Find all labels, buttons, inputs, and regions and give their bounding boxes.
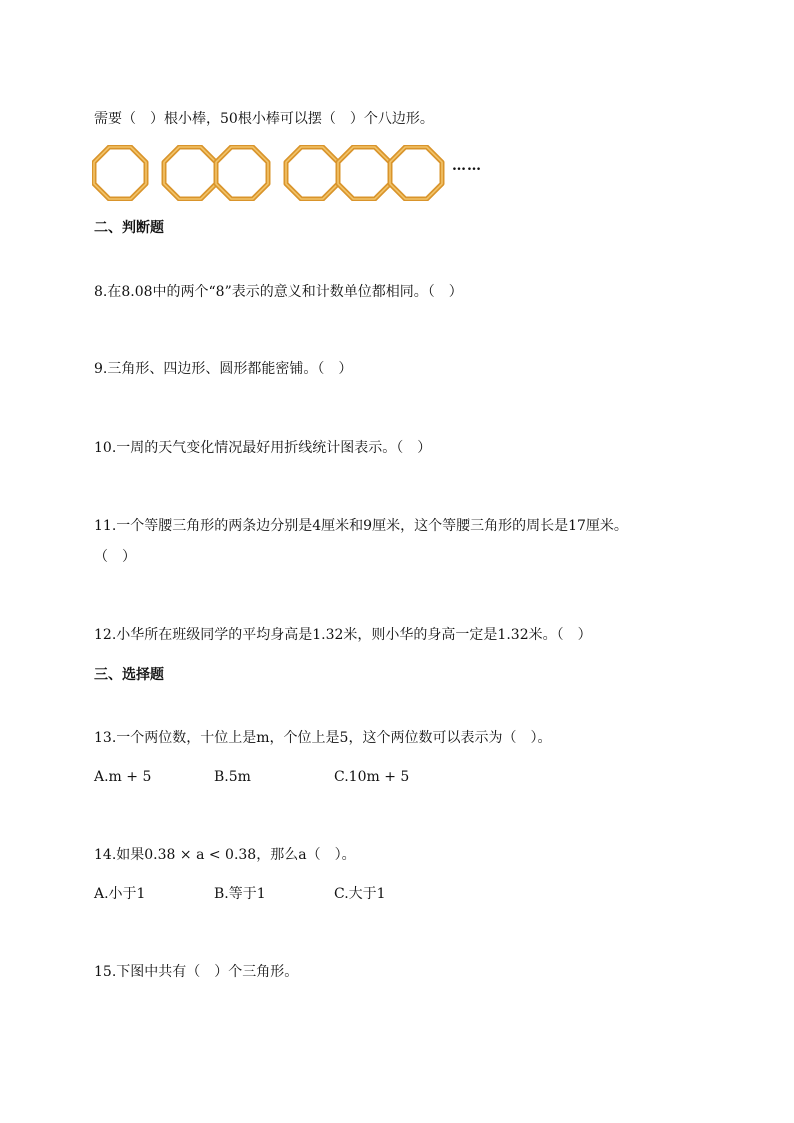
octagon-highlight-1 — [94, 147, 146, 199]
question-15: 15.下图中共有（ ）个三角形。 — [94, 964, 299, 980]
section-heading-choice: 三、选择题 — [94, 667, 164, 683]
octagon-highlight-6 — [390, 147, 442, 199]
octagon-stick-figures — [92, 145, 502, 201]
section-heading-judgement: 二、判断题 — [94, 220, 164, 236]
question-8: 8.在8.08中的两个“8”表示的意义和计数单位都相同。（ ） — [94, 284, 463, 300]
octagon-highlight-3 — [216, 147, 268, 199]
question-10: 10.一周的天气变化情况最好用折线统计图表示。（ ） — [94, 440, 432, 456]
q14-option-b[interactable]: B.等于1 — [214, 886, 266, 902]
question-11-bracket: （ ） — [94, 549, 136, 565]
question-13: 13.一个两位数，十位上是m，个位上是5，这个两位数可以表示为（ ）。 — [94, 730, 552, 746]
question-14: 14.如果0.38 × a < 0.38，那么a（ ）。 — [94, 847, 356, 863]
ellipsis: …… — [452, 158, 482, 174]
octagon-highlight-2 — [164, 147, 216, 199]
question-9: 9.三角形、四边形、圆形都能密铺。（ ） — [94, 361, 353, 377]
question-11: 11.一个等腰三角形的两条边分别是4厘米和9厘米，这个等腰三角形的周长是17厘米。 — [94, 518, 628, 534]
q14-option-a[interactable]: A.小于1 — [94, 886, 146, 902]
question-12: 12.小华所在班级同学的平均身高是1.32米，则小华的身高一定是1.32米。（ ） — [94, 627, 592, 643]
q14-option-c[interactable]: C.大于1 — [334, 886, 386, 902]
q13-option-a[interactable]: A.m + 5 — [94, 769, 152, 785]
q13-option-c[interactable]: C.10m + 5 — [334, 769, 410, 785]
q7-text: 需要（ ）根小棒，50根小棒可以摆（ ）个八边形。 — [94, 111, 434, 127]
octagon-highlight-5 — [338, 147, 390, 199]
octagon-highlight-4 — [286, 147, 338, 199]
q13-option-b[interactable]: B.5m — [214, 769, 251, 785]
